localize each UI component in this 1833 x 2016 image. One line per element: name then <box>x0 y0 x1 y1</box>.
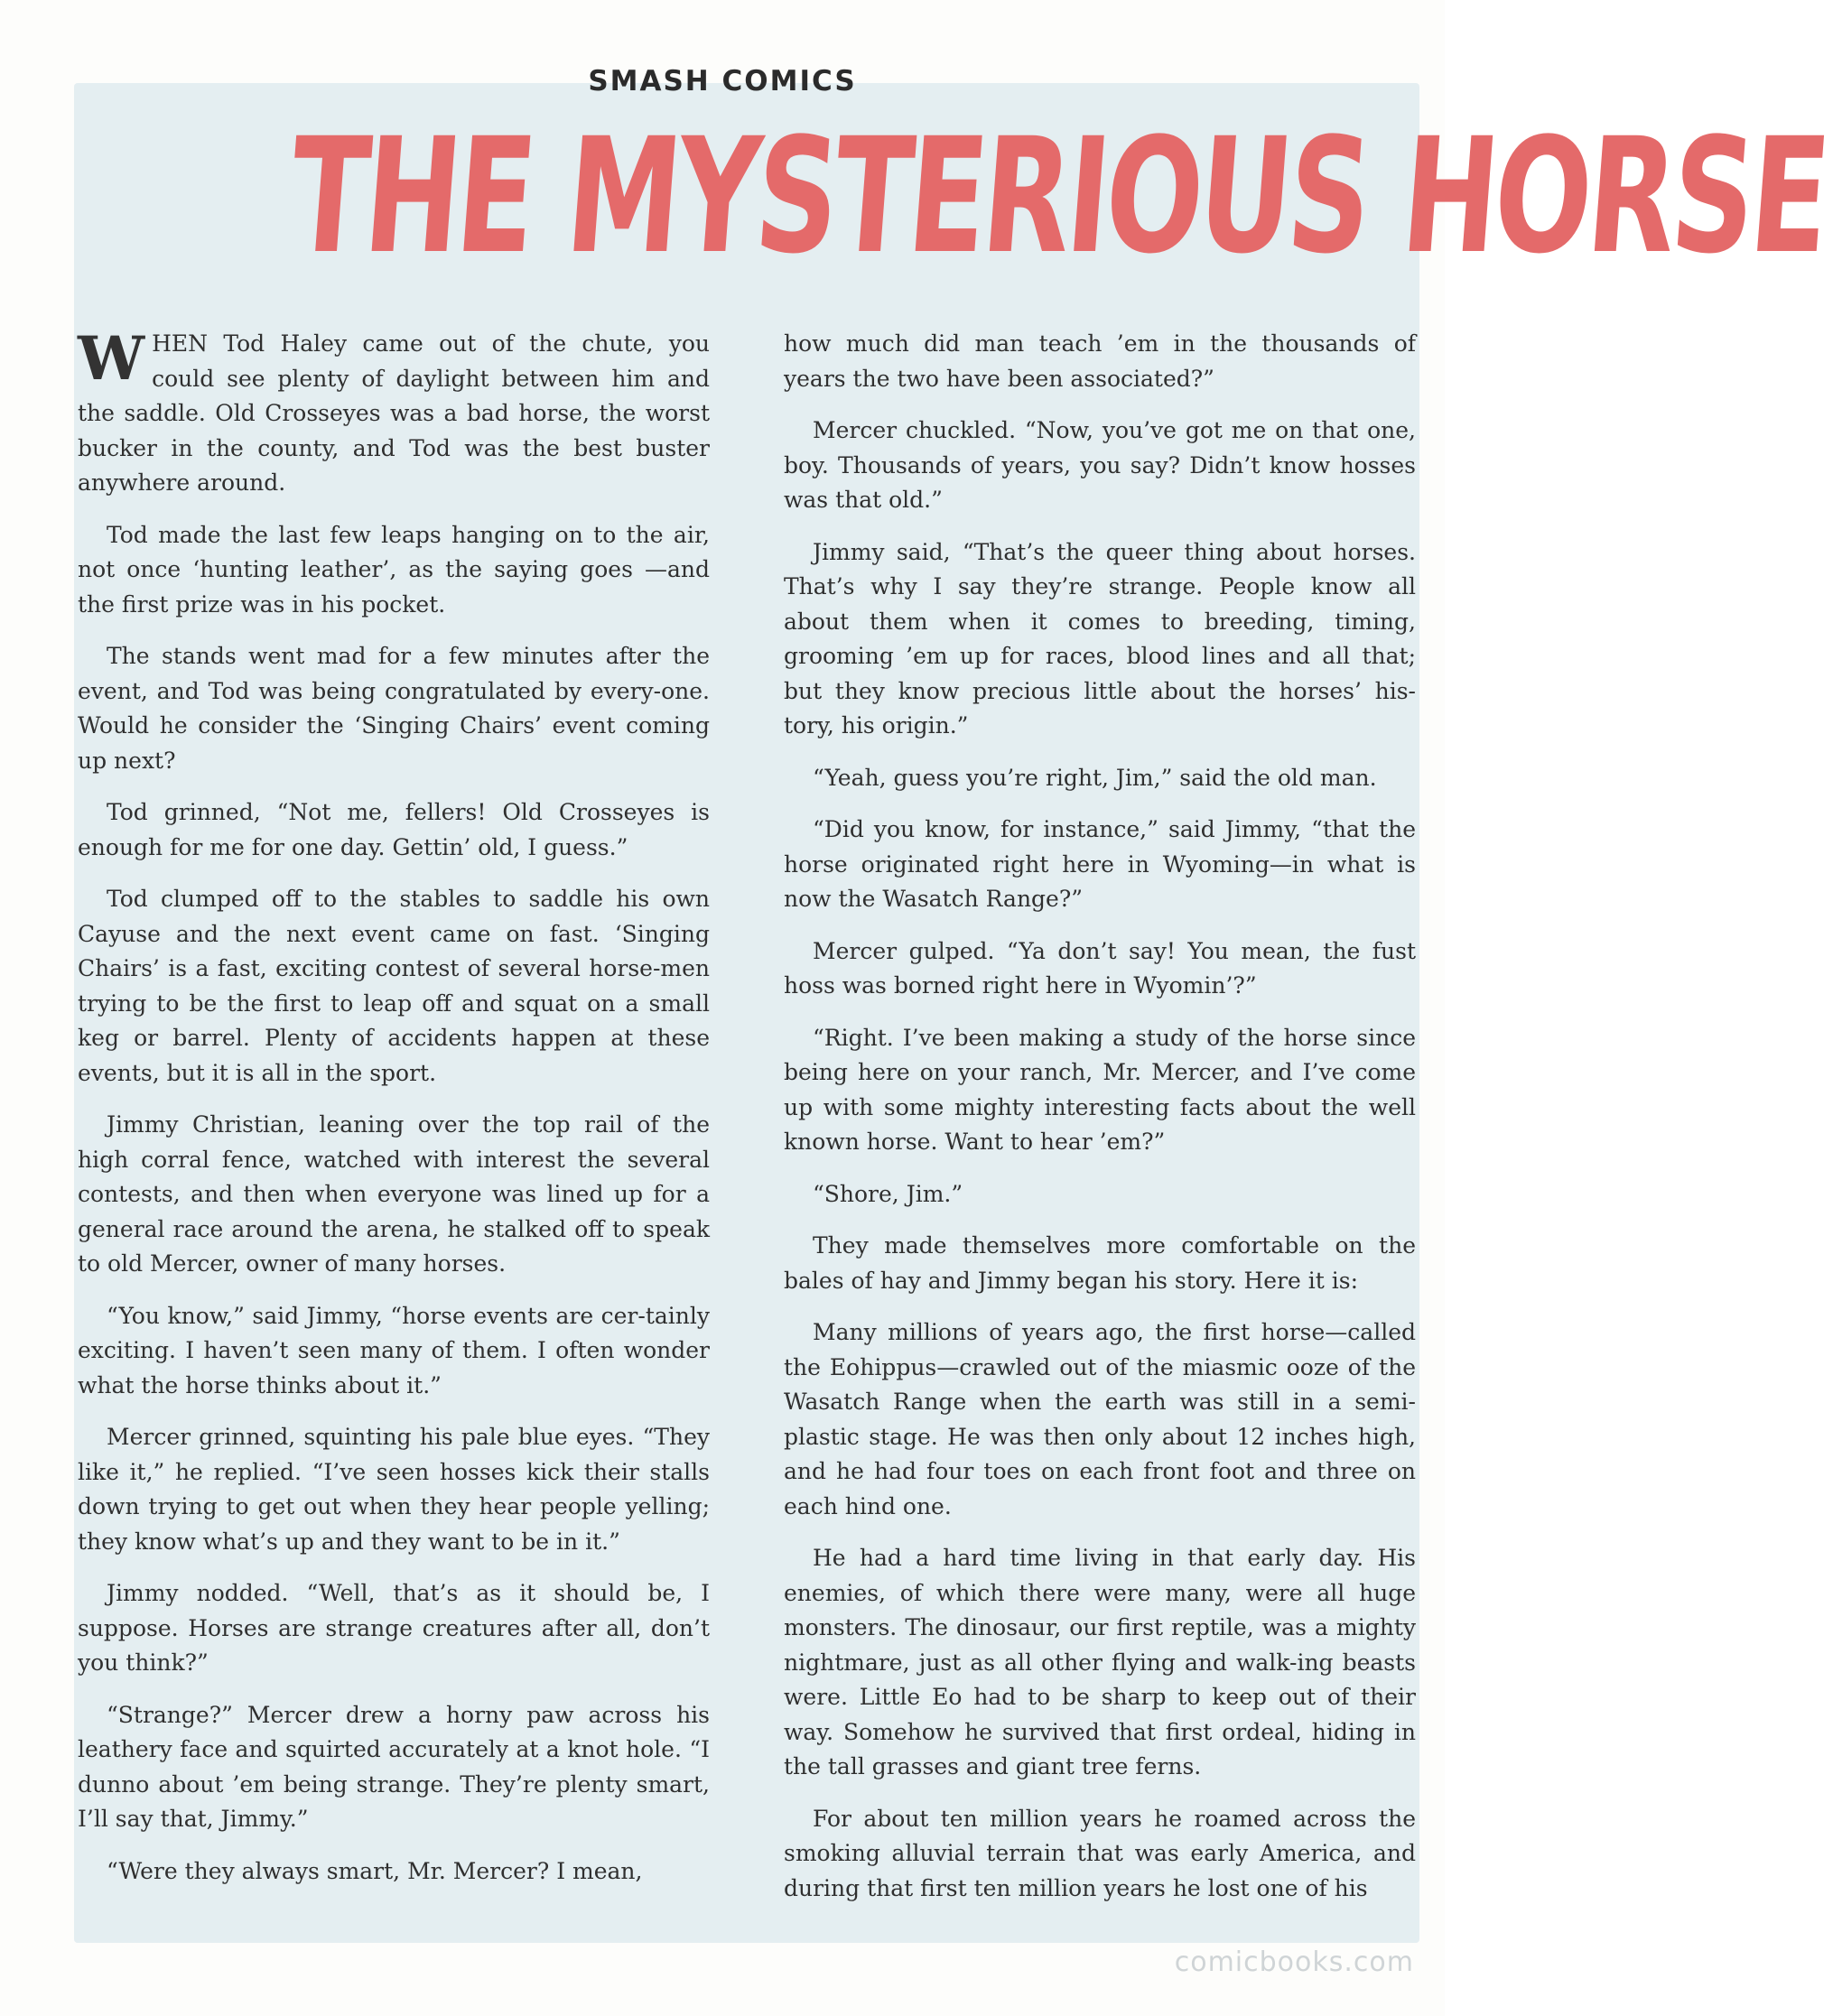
publication-header: SMASH COMICS <box>588 65 857 98</box>
paragraph: Many millions of years ago, the first horse—called the Eohippus—crawled out of the miasmic ooze of the Wasatch Range when the earth was still in a semi-plastic stage. He was then only about 12 inches high, and he had four toes on each front foot and three on each hind one. <box>784 1319 1416 1519</box>
paragraph: Jimmy said, “That’s the queer thing about horses. That’s why I say they’re strange. People know all about them when it comes to breeding, timing, grooming ’em up for races, blood lines and all that; but they know precious little about the horses’ his-tory, his origin.” <box>784 538 1416 739</box>
paragraph: They made themselves more comfortable on the bales of hay and Jimmy began his story. Here it is: <box>784 1232 1416 1294</box>
story-title: THE MYSTERIOUS HORSE <box>284 104 1833 289</box>
paragraph: “Shore, Jim.” <box>813 1180 963 1207</box>
watermark: comicbooks.com <box>1174 1946 1414 1978</box>
paragraph: Mercer gulped. “Ya don’t say! You mean, the fust hoss was borned right here in Wyomin’?” <box>784 937 1416 999</box>
paragraph: Jimmy Christian, leaning over the top rail of the high corral fence, watched with interest the several contests, and then when everyone was lined up for a general race around the arena, he stalked off to speak to old Mercer, owner of many horses. <box>78 1111 710 1277</box>
paragraph: “Were they always smart, Mr. Mercer? I mean, <box>107 1857 643 1884</box>
paragraph: “Right. I’ve been making a study of the horse since being here on your ranch, Mr. Mercer, and I’ve come up with some mighty interesting facts about the well known horse. Want to hear ’em?” <box>784 1024 1416 1155</box>
paragraph: “Did you know, for instance,” said Jimmy, “that the horse originated right here in Wyoming—in what is now the Wasatch Range?” <box>784 816 1416 912</box>
paragraph: Tod clumped off to the stables to saddle his own Cayuse and the next event came on fast. ‘Singing Chairs’ is a fast, exciting contest of several horse-men trying to be the first to leap off and squat on a small keg or barrel. Plenty of accidents happen at these events, but it is all in the sport. <box>78 886 710 1086</box>
paragraph: For about ten million years he roamed across the smoking alluvial terrain that was early America, and during that first ten million years he lost one of his <box>784 1805 1416 1901</box>
paragraph: “You know,” said Jimmy, “horse events are cer-tainly exciting. I haven’t seen many of them. I often wonder what the horse thinks about it.” <box>78 1302 710 1398</box>
paragraph: Tod made the last few leaps hanging on to the air, not once ‘hunting leather’, as the saying goes —and the first prize was in his pocket. <box>78 521 710 618</box>
paragraph: Mercer chuckled. “Now, you’ve got me on that one, boy. Thousands of years, you say? Didn’t know hosses was that old.” <box>784 417 1416 513</box>
paragraph: Tod grinned, “Not me, fellers! Old Crosseyes is enough for me for one day. Gettin’ old, I guess.” <box>78 799 710 860</box>
left-column <box>78 323 710 1906</box>
paragraph: The stands went mad for a few minutes after the event, and Tod was being congratulated by every-one. Would he consider the ‘Singing Chairs’ event coming up next? <box>78 643 710 774</box>
paragraph: He had a hard time living in that early day. His enemies, of which there were many, were all huge monsters. The dinosaur, our first reptile, was a mighty nightmare, just as all other flying and walk-ing beasts were. Little Eo had to be sharp to keep out of their way. Somehow he survived that first ordeal, hiding in the tall grasses and giant tree ferns. <box>784 1545 1416 1779</box>
paragraph: Jimmy nodded. “Well, that’s as it should be, I suppose. Horses are strange creatures after all, don’t you think?” <box>78 1580 710 1676</box>
paragraph: “Strange?” Mercer drew a horny paw across his leathery face and squirted accurately at a knot hole. “I dunno about ’em being strange. They’re plenty smart, I’ll say that, Jimmy.” <box>78 1701 710 1832</box>
right-column <box>784 327 1416 1923</box>
drop-cap: W <box>78 323 145 394</box>
paragraph: how much did man teach ’em in the thousands of years the two have been associated?” <box>784 330 1416 392</box>
paragraph: Mercer grinned, squinting his pale blue eyes. “They like it,” he replied. “I’ve seen hosses kick their stalls down trying to get out when they hear people yelling; they know what’s up and they want to be in it.” <box>78 1424 710 1555</box>
paragraph: WHEN Tod Haley came out of the chute, you could see plenty of daylight between him and the saddle. Old Crosseyes was a bad horse, the worst bucker in the county, and Tod was the best buster anywhere around. <box>78 323 710 496</box>
paragraph: “Yeah, guess you’re right, Jim,” said the old man. <box>813 764 1377 791</box>
